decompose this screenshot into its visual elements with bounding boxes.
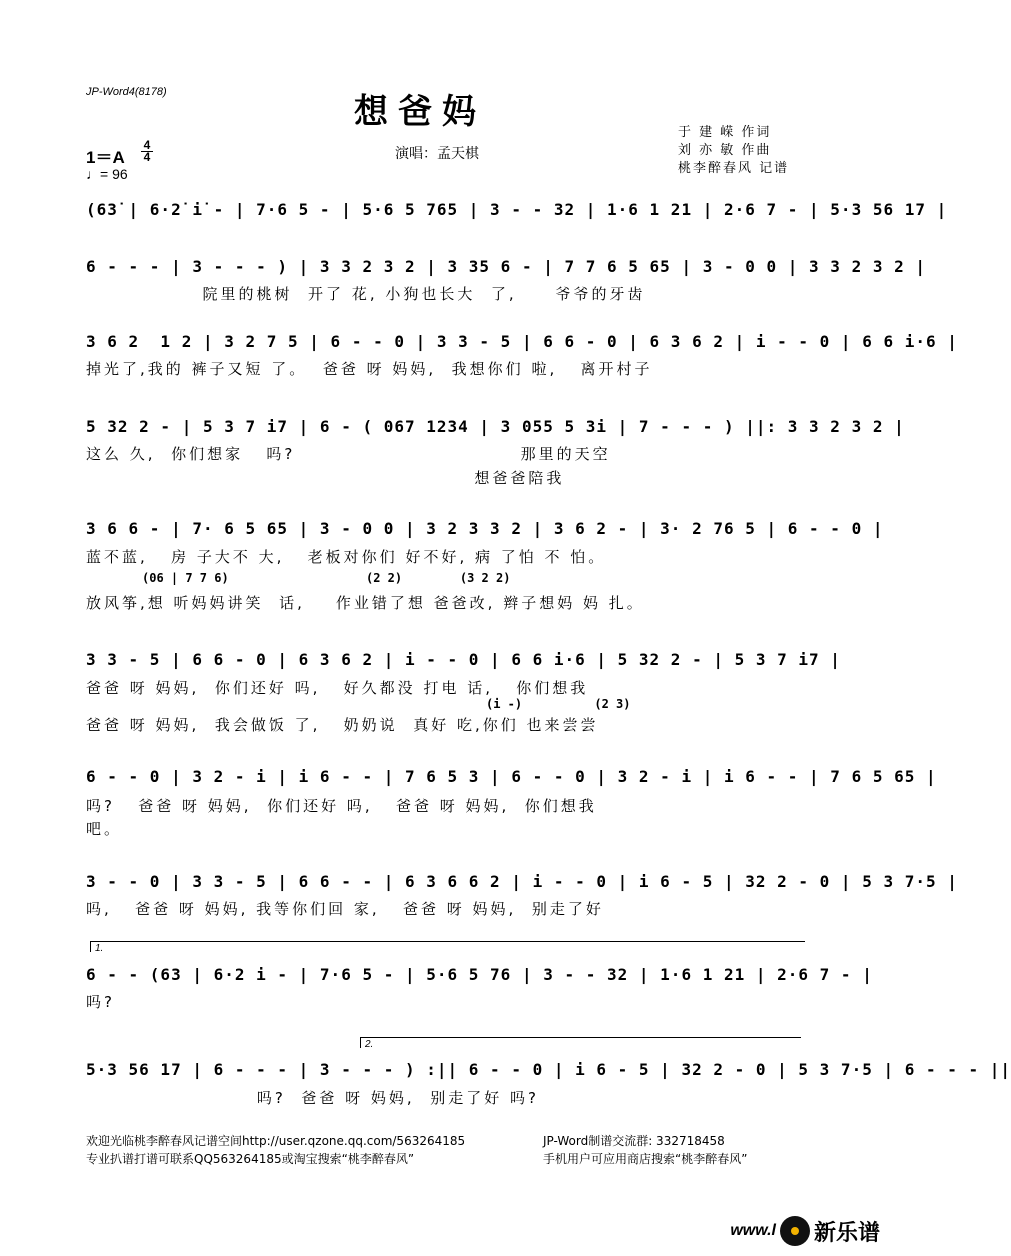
time-signature xyxy=(140,140,154,163)
logo-brand: 新乐谱 xyxy=(813,1220,880,1246)
lyrics-line-9: 吗? xyxy=(86,993,115,1011)
footer-qq-group: JP-Word制谱交流群: 332718458 xyxy=(543,1134,725,1148)
lyrics-line-7-verse2: 吧。 xyxy=(86,820,123,838)
notation-line-4: 5 32 2 - | 5 3 7 i7 | 6 - ( 067 1234 | 3 055 5 3i | 7 - - - ) ||: 3 3 2 3 2 | xyxy=(86,417,905,436)
transcriber-credit: 桃李醉春风 记谱 xyxy=(678,161,790,176)
second-ending-label: 2. xyxy=(365,1039,374,1050)
lyrics-line-6-verse2: 爸爸 呀 妈妈, 我会做饭 了, 奶奶说 真好 吃,你们 也来尝尝 xyxy=(86,716,599,734)
song-title: 想爸妈 xyxy=(354,92,486,132)
lyricist-credit: 于 建 嵘 作词 xyxy=(678,125,772,140)
notation-line-6: 3 3 - 5 | 6 6 - 0 | 6 3 6 2 | i - - 0 | 6 6 i·6 | 5 32 2 - | 5 3 7 i7 | xyxy=(86,650,841,669)
tempo-marking: ♩= 96 xyxy=(86,166,128,182)
alt-notes-line-5: (06 | 7 7 6) (2 2) (3 2 2) xyxy=(142,571,511,585)
logo-url: www.l xyxy=(730,1222,776,1239)
notation-line-5: 3 6 6 - | 7· 6 5 65 | 3 - 0 0 | 3 2 3 3 2 | 3 6 2 - | 3· 2 76 5 | 6 - - 0 | xyxy=(86,519,884,538)
lyrics-line-4-verse2: 想爸爸陪我 xyxy=(86,469,565,487)
first-ending-label: 1. xyxy=(95,943,104,954)
music-disc-icon xyxy=(780,1216,810,1246)
credits-block xyxy=(678,124,789,178)
lyrics-line-3: 掉光了,我的 裤子又短 了。 爸爸 呀 妈妈, 我想你们 啦, 离开村子 xyxy=(86,360,653,378)
time-signature-bottom: 4 xyxy=(143,150,151,164)
lyrics-line-5-verse2: 放风筝,想 听妈妈讲笑 话, 作业错了想 爸爸改, 辫子想妈 妈 扎。 xyxy=(86,594,645,612)
second-ending-bracket xyxy=(360,1037,801,1048)
notation-line-1: (63̇ | 6·2̇ i̇ - | 7·6 5 - | 5·6 5 765 | 3 - - 32 | 1·6 1 21 | 2·6 7 - | 5·3 56 17 | xyxy=(86,200,948,219)
first-ending-bracket xyxy=(90,941,805,952)
lyrics-line-10: 吗? 爸爸 呀 妈妈, 别走了好 吗? xyxy=(86,1089,539,1107)
notation-line-9: 6 - - (63 | 6·2 i - | 7·6 5 - | 5·6 5 76 | 3 - - 32 | 1·6 1 21 | 2·6 7 - | xyxy=(86,965,873,984)
notation-line-8: 3 - - 0 | 3 3 - 5 | 6 6 - - | 6 3 6 6 2 | i - - 0 | i 6 - 5 | 32 2 - 0 | 5 3 7·5 | xyxy=(86,872,958,891)
notation-line-10: 5·3 56 17 | 6 - - - | 3 - - - ) :|| 6 - - 0 | i 6 - 5 | 32 2 - 0 | 5 3 7·5 | 6 - - - || xyxy=(86,1060,1011,1079)
notation-line-2: 6 - - - | 3 - - - ) | 3 3 2 3 2 | 3 35 6 - | 7 7 6 5 65 | 3 - 0 0 | 3 3 2 3 2 | xyxy=(86,257,926,276)
footer-app-hint: 手机用户可应用商店搜索“桃李醉春风” xyxy=(543,1152,748,1166)
alt-notes-line-6: (i -) (2 3) xyxy=(486,697,631,711)
lyrics-line-5-verse1: 蓝不蓝, 房 子大不 大, 老板对你们 好不好, 病 了怕 不 怕。 xyxy=(86,548,607,566)
singer-label: 演唱：孟天棋 xyxy=(395,146,479,162)
lyrics-line-6-verse1: 爸爸 呀 妈妈, 你们还好 吗, 好久都没 打电 话, 你们想我 xyxy=(86,679,589,697)
notation-line-3: 3 6 2 1 2 | 3 2 7 5 | 6 - - 0 | 3 3 - 5 | 6 6 - 0 | 6 3 6 2 | i - - 0 | 6 6 i·6 | xyxy=(86,332,958,351)
site-logo xyxy=(730,1214,880,1248)
time-signature-top: 4 xyxy=(143,138,151,152)
lyrics-line-8: 吗, 爸爸 呀 妈妈, 我等你们回 家, 爸爸 呀 妈妈, 别走了好 xyxy=(86,900,604,918)
footer-contact: 专业扒谱打谱可联系QQ563264185或淘宝搜索“桃李醉春风” xyxy=(86,1152,415,1166)
composer-credit: 刘 亦 敏 作曲 xyxy=(678,143,772,158)
notation-line-7: 6 - - 0 | 3 2 - i | i 6 - - | 7 6 5 3 | 6 - - 0 | 3 2 - i | i 6 - - | 7 6 5 65 | xyxy=(86,767,937,786)
key-signature: 1＝A xyxy=(86,148,125,167)
footer-website: 欢迎光临桃李醉春风记谱空间http://user.qzone.qq.com/563264185 xyxy=(86,1134,466,1148)
lyrics-line-2: 院里的桃树 开了 花, 小狗也长大 了, 爷爷的牙齿 xyxy=(86,285,646,303)
lyrics-line-4-verse1: 这么 久, 你们想家 吗? 那里的天空 xyxy=(86,445,611,463)
lyrics-line-7-verse1: 吗? 爸爸 呀 妈妈, 你们还好 吗, 爸爸 呀 妈妈, 你们想我 xyxy=(86,797,597,815)
source-label: JP-Word4(8178) xyxy=(86,86,167,98)
